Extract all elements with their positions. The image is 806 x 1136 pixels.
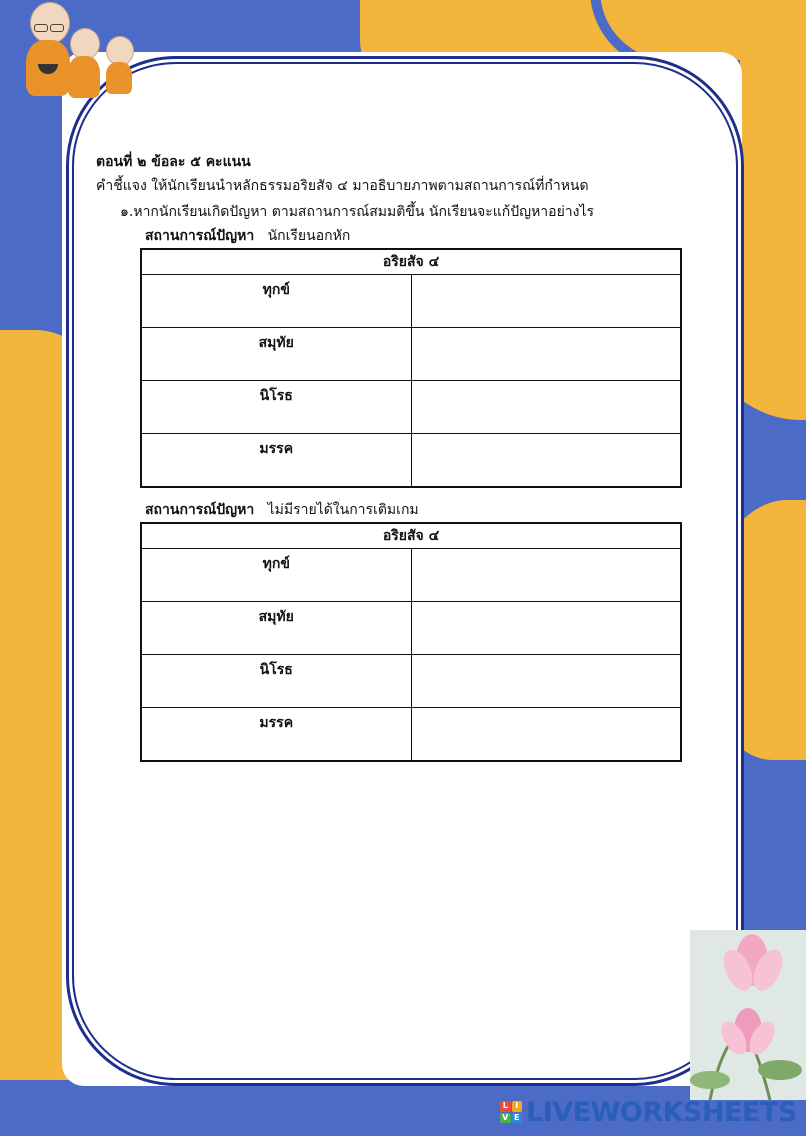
situation-text: ไม่มีรายได้ในการเติมเกม [267, 502, 419, 518]
answer-cell[interactable] [411, 549, 681, 602]
logo-text: LIVEWORKSHEETS [526, 1096, 797, 1128]
ariya-sacca-table [140, 522, 682, 762]
answer-cell[interactable] [411, 381, 681, 434]
row-label: ทุกข์ [141, 549, 411, 602]
answer-cell[interactable] [411, 434, 681, 488]
table-row [141, 381, 681, 434]
row-label: ทุกข์ [141, 275, 411, 328]
monk-illustration [104, 36, 134, 96]
liveworksheets-logo [500, 1094, 797, 1130]
answer-cell[interactable] [411, 655, 681, 708]
answer-cell[interactable] [411, 328, 681, 381]
lotus-flower-icon [690, 930, 806, 1100]
table-header: อริยสัจ ๔ [141, 249, 681, 275]
row-label: นิโรธ [141, 381, 411, 434]
section-heading: ตอนที่ ๒ ข้อละ ๕ คะแนน [96, 154, 251, 170]
situation-line [145, 501, 419, 519]
answer-cell[interactable] [411, 275, 681, 328]
question-text: ๑.หากนักเรียนเกิดปัญหา ตามสถานการณ์สมมติขึ้น นักเรียนจะแก้ปัญหาอย่างไร [120, 204, 595, 220]
row-label: มรรค [141, 434, 411, 488]
table-row [141, 655, 681, 708]
table-row [141, 708, 681, 762]
row-label: มรรค [141, 708, 411, 762]
table-row [141, 275, 681, 328]
ariya-sacca-table [140, 248, 682, 488]
table-header: อริยสัจ ๔ [141, 523, 681, 549]
answer-cell[interactable] [411, 602, 681, 655]
table-row [141, 434, 681, 488]
situation-text: นักเรียนอกหัก [267, 228, 351, 244]
row-label: สมุทัย [141, 602, 411, 655]
situation-label: สถานการณ์ปัญหา [145, 502, 255, 518]
table-row [141, 602, 681, 655]
row-label: นิโรธ [141, 655, 411, 708]
situation-line [145, 227, 350, 245]
situation-label: สถานการณ์ปัญหา [145, 228, 255, 244]
logo-mark-icon: L I V E [500, 1101, 522, 1123]
monk-illustration [66, 28, 102, 100]
table-row [141, 549, 681, 602]
row-label: สมุทัย [141, 328, 411, 381]
instruction-text: คำชี้แจง ให้นักเรียนนำหลักธรรมอริยสัจ ๔ มาอธิบายภาพตามสถานการณ์ที่กำหนด [96, 178, 589, 194]
answer-cell[interactable] [411, 708, 681, 762]
table-row [141, 328, 681, 381]
